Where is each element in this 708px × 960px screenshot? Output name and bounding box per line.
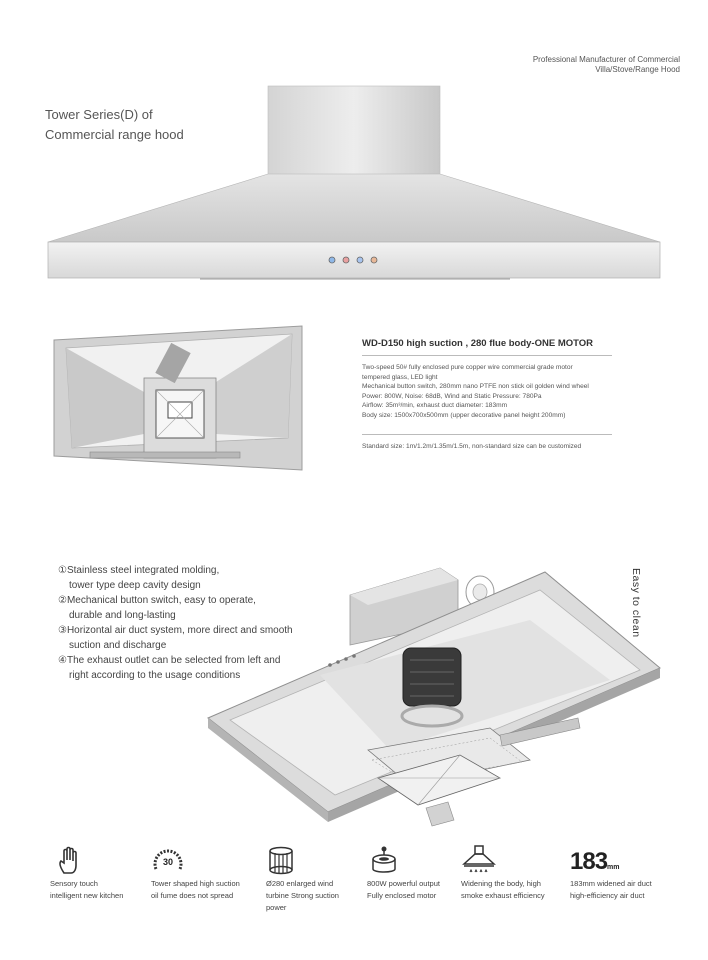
standard-size: Standard size: 1m/1.2m/1.35m/1.5m, non-standard size can be customized bbox=[362, 443, 582, 450]
motor-icon bbox=[369, 845, 399, 875]
divider-bottom bbox=[362, 434, 612, 435]
icon-caption-line: 183mm widened air duct bbox=[570, 879, 652, 888]
feature-item-3: ③Horizontal air duct system, more direct and smooth bbox=[58, 625, 293, 636]
spec-line: Body size: 1500x700x500mm (upper decorative panel height 200mm) bbox=[362, 411, 566, 419]
series-title-line-1: Tower Series(D) of bbox=[45, 107, 153, 122]
feature-item-3-cont: suction and discharge bbox=[69, 640, 167, 651]
tower-30-icon bbox=[150, 845, 186, 875]
icon-caption-line: Widening the body, high bbox=[461, 879, 541, 888]
spec-line: Two-speed 50# fully enclosed pure copper wire commercial grade motor bbox=[362, 364, 573, 371]
hand-touch-icon bbox=[54, 845, 84, 875]
control-button-3 bbox=[357, 257, 363, 263]
icon-caption-sensory bbox=[50, 878, 123, 902]
duct-183-icon bbox=[570, 848, 620, 876]
icon-caption-line: oil fume does not spread bbox=[151, 891, 234, 900]
spec-line: tempered glass, LED light bbox=[362, 373, 438, 381]
duct-183-number: 183 bbox=[570, 848, 608, 875]
icon-caption-line: intelligent new kitchen bbox=[50, 891, 124, 900]
icon-caption-wind-wheel bbox=[266, 878, 339, 914]
feature-item-1: ①Stainless steel integrated molding, bbox=[58, 565, 220, 576]
tower-30-badge: 30 bbox=[162, 857, 174, 867]
series-title-line-2: Commercial range hood bbox=[45, 127, 184, 142]
hood-suction-icon bbox=[462, 845, 496, 875]
hood-front-image bbox=[40, 80, 670, 290]
icon-caption-line: Tower shaped high suction bbox=[151, 879, 240, 888]
control-button-1 bbox=[329, 257, 335, 263]
icon-caption-line: 800W powerful output bbox=[367, 879, 440, 888]
icon-caption-line: smoke exhaust efficiency bbox=[461, 891, 545, 900]
easy-to-clean-label: Easy to clean bbox=[630, 568, 642, 638]
divider-top bbox=[362, 355, 612, 356]
icon-caption-line: Fully enclosed motor bbox=[367, 891, 437, 900]
feature-item-2: ②Mechanical button switch, easy to operate, bbox=[58, 595, 256, 606]
spec-list bbox=[362, 363, 662, 421]
icon-caption-body bbox=[461, 878, 545, 902]
feature-item-4-cont: right according to the usage conditions bbox=[69, 670, 241, 681]
spec-line: Mechanical button switch, 280mm nano PTFE non stick oil golden wind wheel bbox=[362, 383, 589, 391]
tagline bbox=[533, 55, 680, 75]
hood-exploded-image bbox=[200, 550, 670, 840]
feature-item-4: ④The exhaust outlet can be selected from left and bbox=[58, 655, 281, 666]
icon-caption-line: power bbox=[266, 903, 287, 912]
icon-caption-duct bbox=[570, 878, 652, 902]
tagline-line-1: Professional Manufacturer of Commercial bbox=[532, 55, 680, 64]
icon-caption-line: Ø280 enlarged wind bbox=[266, 879, 334, 888]
feature-item-1-cont: tower type deep cavity design bbox=[69, 580, 201, 591]
spec-line: Power: 800W, Noise: 68dB, Wind and Static Pressure: 780Pa bbox=[362, 392, 542, 400]
icon-caption-line: high-efficiency air duct bbox=[570, 891, 645, 900]
control-button-4 bbox=[371, 257, 377, 263]
control-button-2 bbox=[343, 257, 349, 263]
feature-item-2-cont: durable and long-lasting bbox=[69, 610, 176, 621]
wind-wheel-icon bbox=[266, 845, 296, 875]
model-title: WD-D150 high suction , 280 flue body-ONE MOTOR bbox=[362, 338, 594, 349]
icon-caption-motor bbox=[367, 878, 440, 902]
icon-caption-tower bbox=[151, 878, 240, 902]
hood-underside-image bbox=[52, 322, 307, 474]
icon-caption-line: turbine Strong suction bbox=[266, 891, 339, 900]
spec-line: Airflow: 35m³/min, exhaust duct diameter: 183mm bbox=[362, 402, 508, 410]
icon-caption-line: Sensory touch bbox=[50, 879, 98, 888]
tagline-line-2: Villa/Stove/Range Hood bbox=[595, 65, 680, 74]
duct-183-unit: mm bbox=[607, 864, 620, 871]
